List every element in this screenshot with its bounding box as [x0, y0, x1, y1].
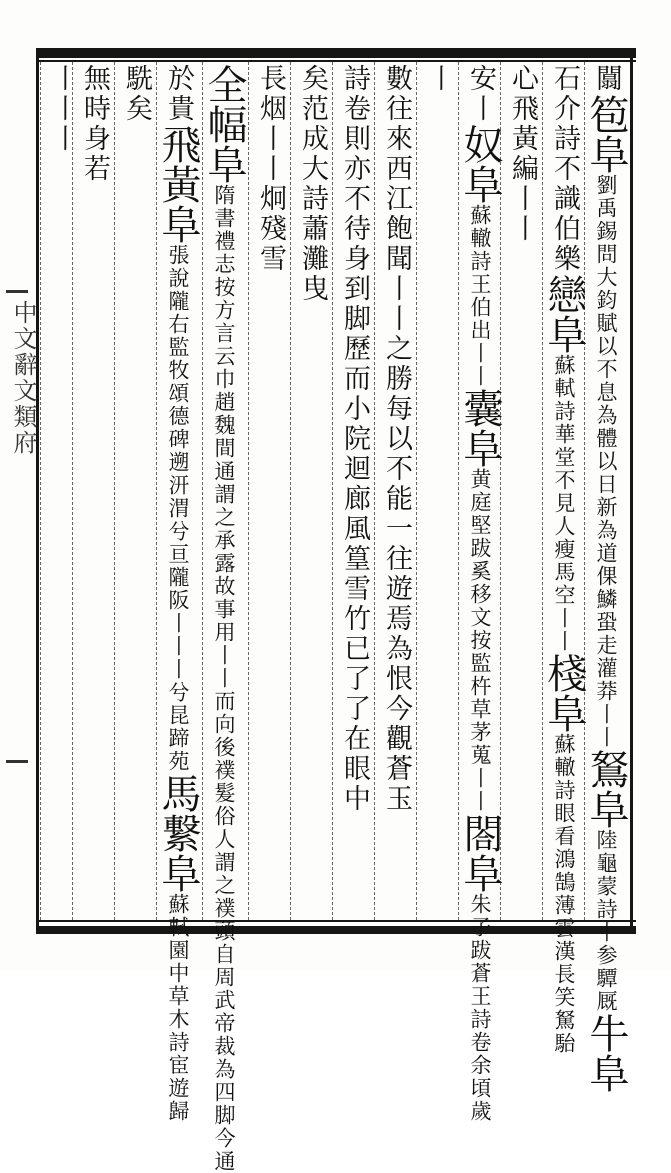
- body-text: 丨: [423, 64, 454, 94]
- column-rule: [202, 62, 203, 920]
- annotation-text: 陸龜蒙詩丨: [594, 829, 618, 944]
- body-text: 駪矣: [121, 64, 152, 124]
- headword: 奴阜: [457, 124, 503, 204]
- annotation-text: 隋書禮志按方言云巾趙魏間通謂之承露故事用丨丨: [212, 184, 236, 690]
- annotation-text: 人瘦馬空丨丨: [552, 515, 576, 653]
- headword: 棧阜: [541, 653, 587, 733]
- top-border-thick: [36, 48, 636, 58]
- annotation-text: 木詩宦遊歸: [166, 1008, 190, 1123]
- text-column: [457, 64, 503, 1123]
- body-text: 矣范成大詩蕭灘曳: [297, 64, 328, 304]
- column-rule: [542, 62, 543, 920]
- headword: 馬繋阜: [155, 773, 201, 893]
- right-border: [630, 48, 633, 934]
- annotation-text: 蘇轍詩眼看鴻鵠: [552, 733, 576, 894]
- body-text: 無時身若: [79, 64, 110, 184]
- annotation-text: 監杵草茅蒐丨丨: [468, 652, 492, 813]
- top-border-thin: [36, 60, 636, 62]
- annotation-text: 朱子跋蒼王: [468, 893, 492, 1008]
- annotation-text: 而向後襆髮俗人謂之襆頭自周武帝裁為四脚今通: [212, 690, 236, 1173]
- column-rule: [332, 62, 333, 920]
- column-rule: [114, 62, 115, 920]
- spine-mark-top: [6, 290, 28, 293]
- column-rule: [374, 62, 375, 920]
- body-text: 丨丨丨: [47, 64, 78, 154]
- body-text: 闒: [591, 64, 622, 94]
- headword: 鴑阜: [583, 749, 629, 829]
- body-text: 於貴: [163, 64, 194, 124]
- text-column: [334, 64, 374, 920]
- annotation-text: 兮亘隴阪丨丨丨兮昆蹄苑: [166, 520, 190, 773]
- body-text: 安丨: [465, 64, 496, 124]
- bottom-border-thick: [36, 926, 636, 934]
- headword: 戀阜: [541, 274, 587, 354]
- body-text: 詩卷則亦不待身到脚歷而小院迴廊風篁雪竹已了了在眼中: [339, 64, 370, 814]
- column-rule: [248, 62, 249, 920]
- annotation-text: 張說隴右監牧頌德碑遡汧渭: [166, 244, 190, 520]
- headword: 閤阜: [457, 813, 503, 893]
- annotation-text: 蘇轍詩王: [468, 204, 492, 296]
- text-column: [201, 64, 247, 1173]
- annotation-text: 詩卷余頃歲: [468, 1008, 492, 1123]
- annotation-text: 薄雲漢長笑駑駘: [552, 894, 576, 1055]
- annotation-text: 伯出丨丨: [468, 296, 492, 388]
- annotation-text: 参驔厩: [594, 944, 618, 1013]
- annotation-text: 日新為道倮鱗蛩走灌莽丨丨: [594, 473, 618, 749]
- text-column: [155, 64, 201, 1123]
- text-column: [541, 64, 587, 1055]
- headword: 笣阜: [583, 94, 629, 174]
- text-column: [583, 64, 629, 1093]
- text-column: [376, 64, 416, 920]
- spine-mark-bottom: [6, 760, 28, 763]
- annotation-text: 蘇軾園中草: [166, 893, 190, 1008]
- column-rule: [290, 62, 291, 920]
- body-text: 心飛黃編丨丨: [507, 64, 538, 244]
- headword: 全幅阜: [201, 64, 247, 184]
- body-text: 石介詩不識伯樂: [549, 64, 580, 274]
- bottom-border-thin: [36, 920, 636, 922]
- body-text: 長烟丨丨炯殘雪: [255, 64, 286, 274]
- annotation-text: 黄庭堅跋奚移文按: [468, 468, 492, 652]
- headword: 囊阜: [457, 388, 503, 468]
- headword: 牛阜: [583, 1013, 629, 1093]
- column-rule: [40, 62, 41, 920]
- column-rule: [416, 62, 417, 920]
- text-column: [250, 64, 290, 920]
- text-column: [418, 64, 458, 920]
- annotation-text: 劉禹錫問大鈞賦以不息為體以: [594, 174, 618, 473]
- text-column: [42, 64, 82, 920]
- spine-title: 中文辭文類府: [9, 300, 37, 456]
- text-column: [116, 64, 156, 920]
- text-column: [292, 64, 332, 920]
- headword: 飛黃阜: [155, 124, 201, 244]
- body-text: 數往來西江飽聞丨丨之勝每以不能一往遊焉為恨今觀蒼玉: [381, 64, 412, 814]
- text-column: [502, 64, 542, 920]
- annotation-text: 蘇軾詩華堂不見: [552, 354, 576, 515]
